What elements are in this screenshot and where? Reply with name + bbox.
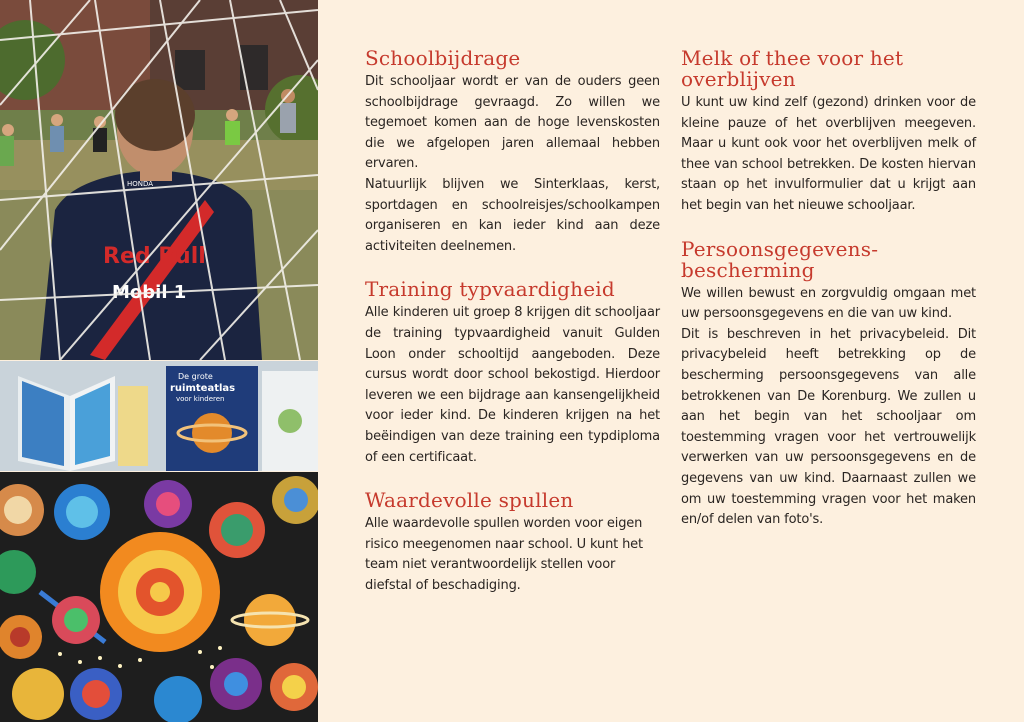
paragraph: Alle waardevolle spullen worden voor eigen risico meegenomen naar school. U kunt het team niet verantwoordelijk stellen voor diefstal of beschadiging.: [365, 516, 643, 593]
heading-line: Persoonsgegevens-: [681, 236, 879, 261]
section-melk-of-thee: [681, 48, 976, 217]
paragraph: We willen bewust en zorgvuldig omgaan met uw persoonsgegevens en die van uw kind.: [681, 285, 976, 322]
heading-schoolbijdrage: Schoolbijdrage: [365, 46, 521, 70]
photo-football: [0, 0, 318, 360]
book-title-line2: ruimteatlas: [170, 383, 236, 394]
text-column-right: [681, 48, 976, 553]
heading-waardevolle-spullen: Waardevolle spullen: [365, 488, 574, 513]
book-title-line3: voor kinderen: [176, 395, 225, 403]
heading-training-typvaardigheid: Training typvaardigheid: [365, 277, 615, 302]
shirt-text-redbull: Red Bull: [103, 244, 206, 269]
paragraph: Natuurlijk blijven we Sinterklaas, kerst, sportdagen en schoolreisjes/schoolkampen organiseren en kan ieder kind aan deze activiteiten deelnemen.: [365, 176, 660, 254]
section-schoolbijdrage: [365, 48, 660, 257]
heading-line: Melk of thee voor het: [681, 46, 904, 70]
shirt-text-honda: HONDA: [127, 180, 154, 188]
photo-column: [0, 0, 318, 722]
heading-melk-of-thee: [681, 48, 976, 90]
heading-persoonsgegevensbescherming: [681, 236, 976, 282]
photo-planets-artwork: [0, 472, 318, 722]
heading-line: bescherming: [681, 257, 815, 282]
text-column-left: [365, 48, 660, 618]
shirt-text-mobil: Mobil 1: [112, 282, 187, 303]
section-waardevolle-spullen: [365, 490, 660, 596]
photo-space-atlas: [0, 361, 318, 471]
paragraph: Dit is beschreven in het privacybeleid. Dit privacybeleid heeft betrekking op de bescherming persoonsgegevens van alle betrokkenen van De Korenburg. We zullen u aan het begin van het schooljaar om toestemming vragen voor het vertrouwelijk verwerken van uw persoonsgegevens en de gegevens van uw kind. Daarnaast zullen we om uw toestemming vragen voor het maken en/of delen van foto's.: [681, 326, 976, 528]
paragraph: U kunt uw kind zelf (gezond) drinken voor de kleine pauze of het overblijven meegeven. Maar u kunt ook voor het overblijven melk of thee van school betrekken. De kosten hiervan staan op het invulformulier dat u krijgt aan het begin van het nieuwe schooljaar.: [681, 95, 976, 213]
section-persoonsgegevensbescherming: [681, 236, 976, 531]
paragraph: Dit schooljaar wordt er van de ouders geen schoolbijdrage gevraagd. Zo willen we tegemoet komen aan de hoge levenskosten die we afgelopen jaren allemaal hebben ervaren.: [365, 74, 660, 172]
section-training-typvaardigheid: [365, 279, 660, 468]
book-title-line1: De grote: [178, 372, 213, 381]
paragraph: Alle kinderen uit groep 8 krijgen dit schooljaar de training typvaardigheid vanuit Gulden Loon onder schooltijd aangeboden. Deze cursus wordt door school bekostigd. Hierdoor leveren we een bijdrage aan kansengelijkheid voor ieder kind. De kinderen krijgen na het beëindigen van deze training een typdiploma of een certificaat.: [365, 305, 660, 465]
heading-line: overblijven: [681, 67, 796, 91]
